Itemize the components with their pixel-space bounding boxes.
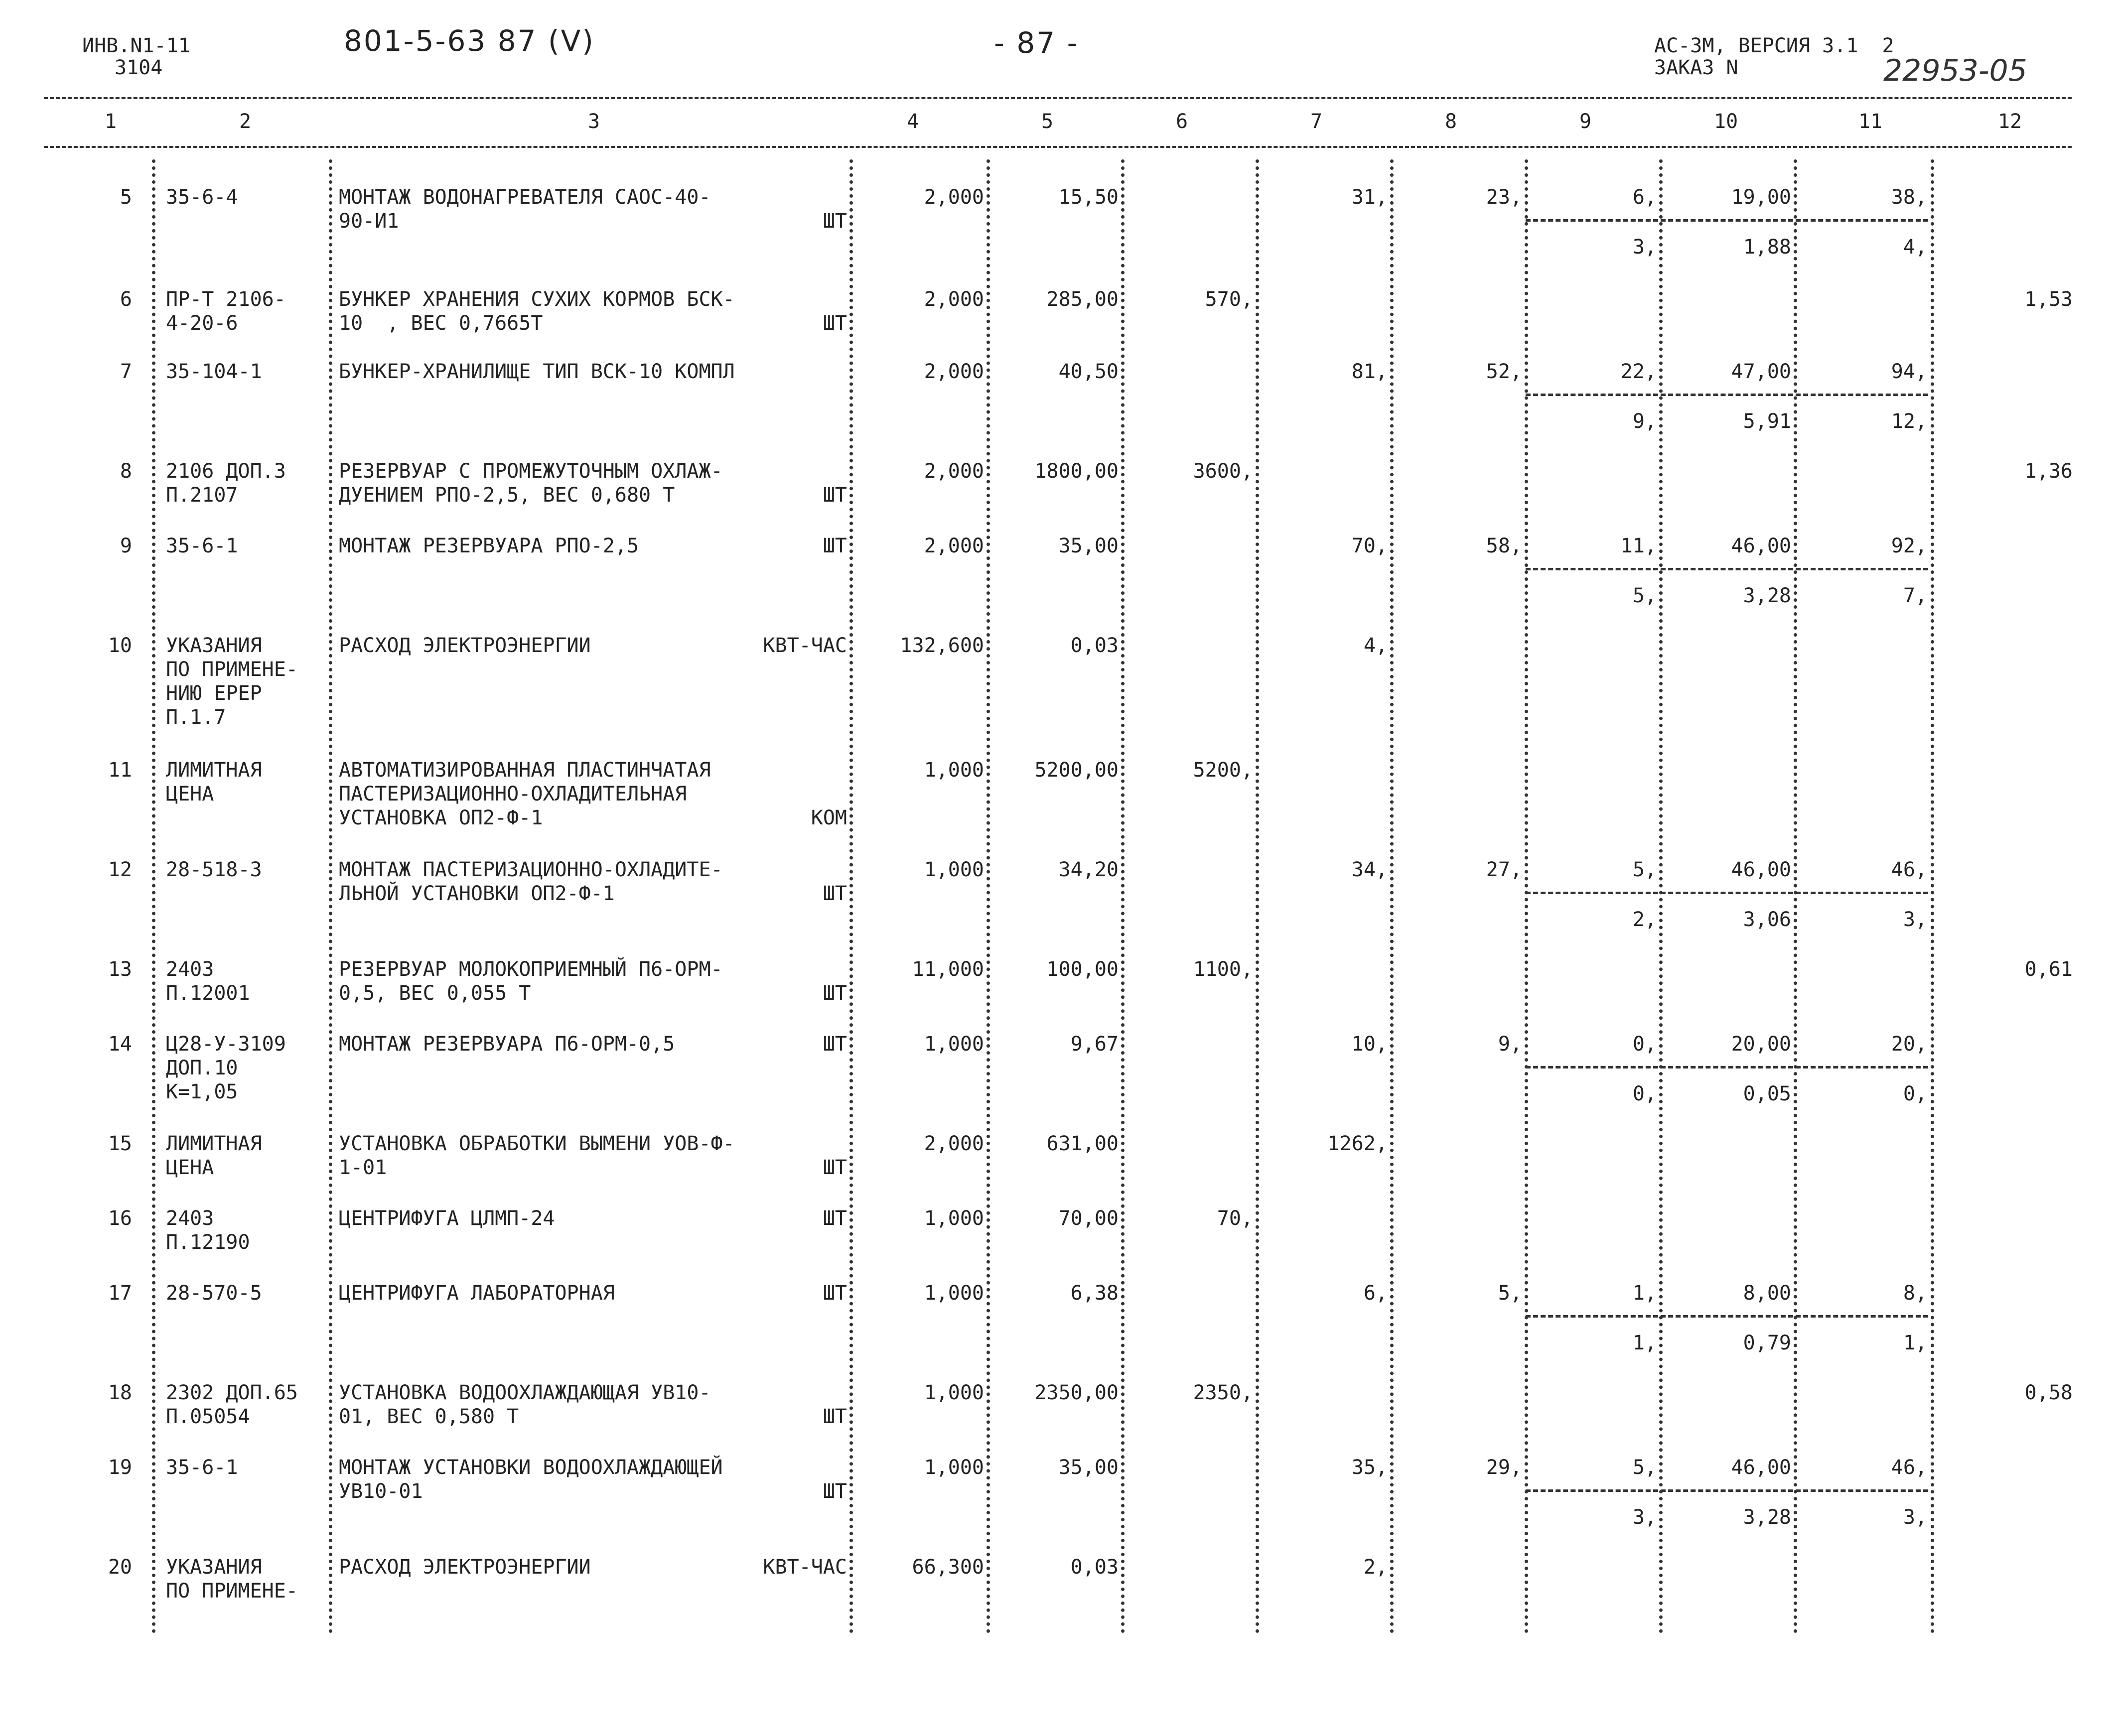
row-code: 35-104-1 [166,360,262,383]
row-description: 0,5, ВЕС 0,055 Т [339,982,531,1005]
row-col10: 46,00 [1731,858,1791,881]
row-col11: 8, [1903,1282,1927,1305]
row-sub-col9: 2, [1632,908,1657,931]
subtotal-divider [1526,568,1928,570]
row-unit-price: 6,38 [1070,1282,1119,1305]
column-header-5: 5 [1041,110,1054,133]
row-code: 2302 ДОП.65 [166,1381,298,1404]
row-col10: 47,00 [1731,360,1791,383]
row-code: ЛИМИТНАЯ [166,759,262,782]
column-header-11: 11 [1858,110,1883,133]
row-col7: 70, [1351,534,1388,557]
row-code: 35-6-4 [166,186,238,209]
column-header-6: 6 [1176,110,1188,133]
row-quantity: 1,000 [924,1381,984,1404]
row-sub-col10: 1,88 [1743,236,1791,259]
subtotal-divider [1526,1315,1928,1318]
row-quantity: 2,000 [924,460,984,483]
row-quantity: 2,000 [924,186,984,209]
order-label: ЗАКАЗ N [1654,56,1738,79]
row-description: 1-01 [339,1156,387,1179]
row-quantity: 2,000 [924,1132,984,1155]
subtotal-divider [1526,1489,1928,1492]
row-unit-price: 15,50 [1058,186,1119,209]
row-code: 2403 [166,958,214,981]
row-col8: 9, [1498,1033,1522,1056]
row-unit: ШТ [823,534,847,557]
row-unit: ШТ [823,1156,847,1179]
row-unit-price: 2350,00 [1034,1381,1119,1404]
row-number: 7 [120,360,132,383]
row-sub-col10: 0,05 [1743,1082,1791,1105]
row-sub-col11: 3, [1903,1506,1927,1529]
row-col10: 46,00 [1731,1456,1791,1479]
row-unit: КОМ [811,806,847,829]
column-header-8: 8 [1445,110,1457,133]
column-separator [1931,159,1934,1634]
row-code: 2106 ДОП.3 [166,460,286,483]
column-separator [1256,159,1259,1634]
order-number: 22953-05 [1883,53,2027,88]
row-quantity: 11,000 [912,958,984,981]
row-col8: 27, [1486,858,1522,881]
row-description: ПАСТЕРИЗАЦИОННО-ОХЛАДИТЕЛЬНАЯ [339,783,687,805]
row-description: МОНТАЖ РЕЗЕРВУАРА РПО-2,5 [339,534,639,557]
row-col8: 23, [1486,186,1522,209]
row-unit-price: 35,00 [1058,1456,1119,1479]
row-description: МОНТАЖ ПАСТЕРИЗАЦИОННО-ОХЛАДИТЕ- [339,858,723,881]
row-col11: 38, [1891,186,1927,209]
row-quantity: 66,300 [912,1556,984,1579]
row-code: 28-518-3 [166,858,262,881]
row-unit: ШТ [823,1282,847,1305]
row-description: ДУЕНИЕМ РПО-2,5, ВЕС 0,680 Т [339,484,675,507]
row-quantity: 1,000 [924,1456,984,1479]
column-separator [329,159,332,1634]
column-header-10: 10 [1714,110,1738,133]
row-code: 28-570-5 [166,1282,262,1305]
row-number: 8 [120,460,132,483]
row-sub-col11: 3, [1903,908,1927,931]
row-description: МОНТАЖ ВОДОНАГРЕВАТЕЛЯ САОС-40- [339,186,711,209]
subtotal-divider [1526,1066,1928,1068]
row-number: 17 [108,1282,132,1305]
row-description: БУНКЕР-ХРАНИЛИЩЕ ТИП ВСК-10 КОМПЛ [339,360,735,383]
row-quantity: 132,600 [900,634,984,657]
row-description: ЦЕНТРИФУГА ЛАБОРАТОРНАЯ [339,1282,615,1305]
row-unit-price: 100,00 [1046,958,1119,981]
row-number: 6 [120,288,132,311]
row-col12: 0,58 [2024,1381,2073,1404]
row-sub-col10: 5,91 [1743,410,1791,433]
row-number: 14 [108,1033,132,1056]
row-unit-price: 0,03 [1070,634,1119,657]
row-unit: ШТ [823,1207,847,1230]
row-sub-col11: 0, [1903,1082,1927,1105]
row-code: ПО ПРИМЕНЕ- [166,658,298,681]
column-separator [1390,159,1394,1634]
row-description: БУНКЕР ХРАНЕНИЯ СУХИХ КОРМОВ БСК- [339,288,735,311]
header-rule-top [44,97,2072,99]
row-unit-price: 1800,00 [1034,460,1119,483]
row-unit: КВТ-ЧАС [763,1556,847,1579]
row-col12: 0,61 [2024,958,2073,981]
row-description: МОНТАЖ УСТАНОВКИ ВОДООХЛАЖДАЮЩЕЙ [339,1456,723,1479]
row-description: 01, ВЕС 0,580 Т [339,1405,519,1428]
row-number: 18 [108,1381,132,1404]
row-description: ЦЕНТРИФУГА ЦЛМП-24 [339,1207,555,1230]
column-separator [1794,159,1797,1634]
row-number: 10 [108,634,132,657]
row-unit-price: 34,20 [1058,858,1119,881]
row-code: 2403 [166,1207,214,1230]
row-quantity: 1,000 [924,1207,984,1230]
row-col6: 5200, [1193,759,1253,782]
row-col6: 3600, [1193,460,1253,483]
row-col6: 1100, [1193,958,1253,981]
row-col12: 1,36 [2024,460,2073,483]
row-number: 19 [108,1456,132,1479]
row-unit: КВТ-ЧАС [763,634,847,657]
row-code: ЛИМИТНАЯ [166,1132,262,1155]
row-col6: 570, [1205,288,1253,311]
row-col11: 20, [1891,1033,1927,1056]
row-unit-price: 5200,00 [1034,759,1119,782]
row-col6: 70, [1217,1207,1253,1230]
row-description: РАСХОД ЭЛЕКТРОЭНЕРГИИ [339,1556,591,1579]
row-number: 5 [120,186,132,209]
row-description: УСТАНОВКА ОБРАБОТКИ ВЫМЕНИ УОВ-Ф- [339,1132,735,1155]
column-separator [987,159,990,1634]
row-quantity: 1,000 [924,1033,984,1056]
column-header-1: 1 [105,110,117,133]
row-description: УСТАНОВКА ОП2-Ф-1 [339,806,543,829]
row-number: 20 [108,1556,132,1579]
row-description: 90-И1 [339,210,399,233]
row-code: ЦЕНА [166,783,214,805]
row-code: К=1,05 [166,1080,238,1103]
row-unit-price: 40,50 [1058,360,1119,383]
row-unit: ШТ [823,312,847,335]
row-col8: 58, [1486,534,1522,557]
column-separator [849,159,853,1634]
row-sub-col11: 12, [1891,410,1927,433]
row-code: УКАЗАНИЯ [166,1556,262,1579]
row-description: ЛЬНОЙ УСТАНОВКИ ОП2-Ф-1 [339,882,615,905]
row-code: ЦЕНА [166,1156,214,1179]
row-unit-price: 35,00 [1058,534,1119,557]
row-code: 35-6-1 [166,534,238,557]
row-quantity: 1,000 [924,759,984,782]
row-sub-col10: 3,06 [1743,908,1791,931]
row-col9: 11, [1620,534,1657,557]
row-number: 16 [108,1207,132,1230]
row-description: УСТАНОВКА ВОДООХЛАЖДАЮЩАЯ УВ10- [339,1381,711,1404]
row-sub-col11: 7, [1903,584,1927,607]
row-sub-col9: 5, [1632,584,1657,607]
row-quantity: 2,000 [924,288,984,311]
row-description: РЕЗЕРВУАР МОЛОКОПРИЕМНЫЙ П6-ОРМ- [339,958,723,981]
inventory-number: 3104 [115,56,163,79]
row-number: 12 [108,858,132,881]
row-sub-col10: 3,28 [1743,1506,1791,1529]
row-quantity: 1,000 [924,858,984,881]
row-col10: 20,00 [1731,1033,1791,1056]
row-col7: 4, [1363,634,1388,657]
row-col11: 94, [1891,360,1927,383]
row-col10: 46,00 [1731,534,1791,557]
row-sub-col9: 9, [1632,410,1657,433]
subtotal-divider [1526,394,1928,396]
row-col10: 8,00 [1743,1282,1791,1305]
row-col8: 5, [1498,1282,1522,1305]
row-number: 13 [108,958,132,981]
row-col8: 29, [1486,1456,1522,1479]
row-sub-col10: 0,79 [1743,1332,1791,1354]
row-code: П.1.7 [166,706,226,729]
subtotal-divider [1526,219,1928,222]
column-separator [152,159,155,1634]
document-code: 801-5-63 87 (V) [344,24,595,58]
row-code: НИЮ ЕРЕР [166,682,262,705]
row-col9: 6, [1632,186,1657,209]
column-header-12: 12 [1998,110,2022,133]
row-col11: 46, [1891,1456,1927,1479]
row-col9: 0, [1632,1033,1657,1056]
row-col7: 35, [1351,1456,1388,1479]
row-col10: 19,00 [1731,186,1791,209]
row-description: АВТОМАТИЗИРОВАННАЯ ПЛАСТИНЧАТАЯ [339,759,711,782]
row-col12: 1,53 [2024,288,2073,311]
row-unit-price: 70,00 [1058,1207,1119,1230]
row-code: 35-6-1 [166,1456,238,1479]
row-sub-col9: 3, [1632,236,1657,259]
column-header-9: 9 [1579,110,1592,133]
column-separator [1121,159,1125,1634]
column-header-2: 2 [239,110,252,133]
row-col9: 22, [1620,360,1657,383]
row-description: 10 , ВЕС 0,7665Т [339,312,543,335]
program-version: АС-3М, ВЕРСИЯ 3.1 2 [1654,34,1894,57]
row-sub-col9: 3, [1632,1506,1657,1529]
column-separator [1525,159,1528,1634]
header-rule-bottom [44,146,2072,148]
row-unit: ШТ [823,982,847,1005]
row-unit-price: 9,67 [1070,1033,1119,1056]
row-number: 15 [108,1132,132,1155]
row-col9: 5, [1632,1456,1657,1479]
row-col8: 52, [1486,360,1522,383]
row-quantity: 2,000 [924,360,984,383]
row-code: П.12001 [166,982,250,1005]
row-sub-col11: 4, [1903,236,1927,259]
row-code: П.05054 [166,1405,250,1428]
row-code: ПО ПРИМЕНЕ- [166,1580,298,1602]
row-sub-col10: 3,28 [1743,584,1791,607]
column-header-4: 4 [907,110,919,133]
column-header-3: 3 [588,110,600,133]
column-header-7: 7 [1310,110,1323,133]
row-description: МОНТАЖ РЕЗЕРВУАРА П6-ОРМ-0,5 [339,1033,675,1056]
row-col7: 2, [1363,1556,1388,1579]
row-col7: 31, [1351,186,1388,209]
row-number: 9 [120,534,132,557]
row-unit-price: 285,00 [1046,288,1119,311]
page-number: - 87 - [994,26,1079,60]
row-code: Ц28-У-3109 [166,1033,286,1056]
row-number: 11 [108,759,132,782]
row-col9: 5, [1632,858,1657,881]
row-code: П.12190 [166,1231,250,1254]
row-col11: 46, [1891,858,1927,881]
row-code: ПР-Т 2106- [166,288,286,311]
row-code: П.2107 [166,484,238,507]
row-unit: ШТ [823,1480,847,1503]
row-col6: 2350, [1193,1381,1253,1404]
row-unit: ШТ [823,484,847,507]
row-col9: 1, [1632,1282,1657,1305]
row-unit: ШТ [823,1405,847,1428]
row-code: 4-20-6 [166,312,238,335]
row-description: УВ10-01 [339,1480,423,1503]
row-unit: ШТ [823,210,847,233]
row-sub-col11: 1, [1903,1332,1927,1354]
row-col7: 34, [1351,858,1388,881]
row-code: ДОП.10 [166,1057,238,1079]
row-sub-col9: 0, [1632,1082,1657,1105]
subtotal-divider [1526,892,1928,894]
row-unit-price: 631,00 [1046,1132,1119,1155]
row-unit-price: 0,03 [1070,1556,1119,1579]
row-col11: 92, [1891,534,1927,557]
inventory-label: ИНВ.N1-11 [82,34,190,57]
row-unit: ШТ [823,882,847,905]
row-description: РАСХОД ЭЛЕКТРОЭНЕРГИИ [339,634,591,657]
row-unit: ШТ [823,1033,847,1056]
row-quantity: 1,000 [924,1282,984,1305]
row-col7: 1262, [1327,1132,1388,1155]
column-separator [1659,159,1663,1634]
row-quantity: 2,000 [924,534,984,557]
row-col7: 6, [1363,1282,1388,1305]
row-col7: 10, [1351,1033,1388,1056]
row-sub-col9: 1, [1632,1332,1657,1354]
row-code: УКАЗАНИЯ [166,634,262,657]
row-description: РЕЗЕРВУАР С ПРОМЕЖУТОЧНЫМ ОХЛАЖ- [339,460,723,483]
row-col7: 81, [1351,360,1388,383]
